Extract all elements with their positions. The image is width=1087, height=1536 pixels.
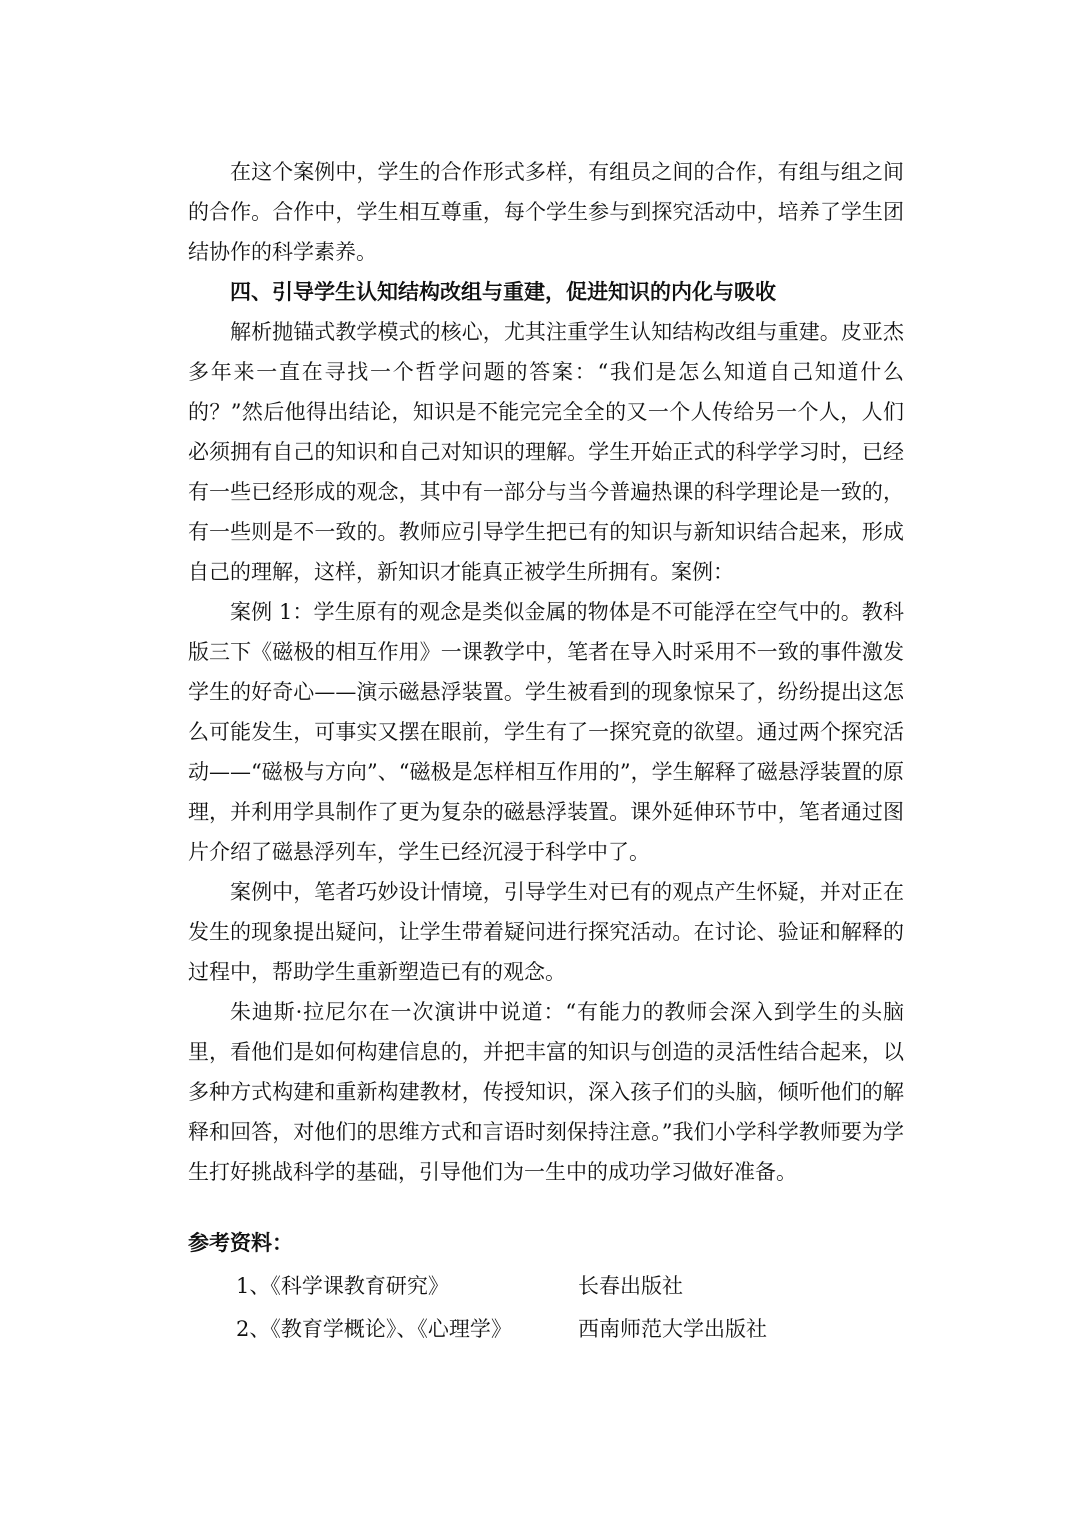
paragraph-lanier-quote: 朱迪斯·拉尼尔在一次演讲中说道：“有能力的教师会深入到学生的头脑里，看他们是如何构建信息的，并把丰富的知识与创造的灵活性结合起来，以多种方式构建和重新构建教材，传授知识，深入孩子们的头脑，倾听他们的解释和回答，对他们的思维方式和言语时刻保持注意。”我们小学科学教师要为学生打好挑战科学的基础，引导他们为一生中的成功学习做好准备。 [188,1000,904,1184]
reference-publisher: 长春出版社 [578,1274,683,1298]
references-section [188,1222,904,1351]
paragraph-case-1: 案例 1：学生原有的观念是类似金属的物体是不可能浮在空气中的。教科版三下《磁极的相互作用》一课教学中，笔者在导入时采用不一致的事件激发学生的好奇心——演示磁悬浮装置。学生被看到的现象惊呆了，纷纷提出这怎么可能发生，可事实又摆在眼前，学生有了一探究竟的欲望。通过两个探究活动——“磁极与方向”、“磁极是怎样相互作用的”，学生解释了磁悬浮装置的原理，并利用学具制作了更为复杂的磁悬浮装置。课外延伸环节中，笔者通过图片介绍了磁悬浮列车，学生已经沉浸于科学中了。 [188,600,904,864]
paragraph-case-analysis: 案例中，笔者巧妙设计情境，引导学生对已有的观点产生怀疑，并对正在发生的现象提出疑问，让学生带着疑问进行探究活动。在讨论、验证和解释的过程中，帮助学生重新塑造已有的观念。 [188,880,904,984]
references-title: 参考资料： [188,1231,293,1255]
body-text [188,152,904,1192]
reference-book: 2、《教育学概论》、《心理学》 [236,1317,512,1341]
section-heading-4: 四、引导学生认知结构改组与重建，促进知识的内化与吸收 [230,280,776,304]
paragraph-piaget: 解析抛锚式教学模式的核心，尤其注重学生认知结构改组与重建。皮亚杰多年来一直在寻找一个哲学问题的答案：“我们是怎么知道自己知道什么的？”然后他得出结论，知识是不能完完全全的又一个人传给另一个人，人们必须拥有自己的知识和自己对知识的理解。学生开始正式的科学学习时，已经有一些已经形成的观念，其中有一部分与当今普遍热课的科学理论是一致的，有一些则是不一致的。教师应引导学生把已有的知识与新知识结合起来，形成自己的理解，这样，新知识才能真正被学生所拥有。案例： [188,320,904,584]
reference-publisher: 西南师范大学出版社 [578,1317,767,1341]
reference-item [188,1265,904,1308]
reference-item [188,1308,904,1351]
paragraph-cooperation: 在这个案例中，学生的合作形式多样，有组员之间的合作，有组与组之间的合作。合作中，学生相互尊重，每个学生参与到探究活动中，培养了学生团结协作的科学素养。 [188,160,904,264]
reference-book: 1、《科学课教育研究》 [236,1274,449,1298]
